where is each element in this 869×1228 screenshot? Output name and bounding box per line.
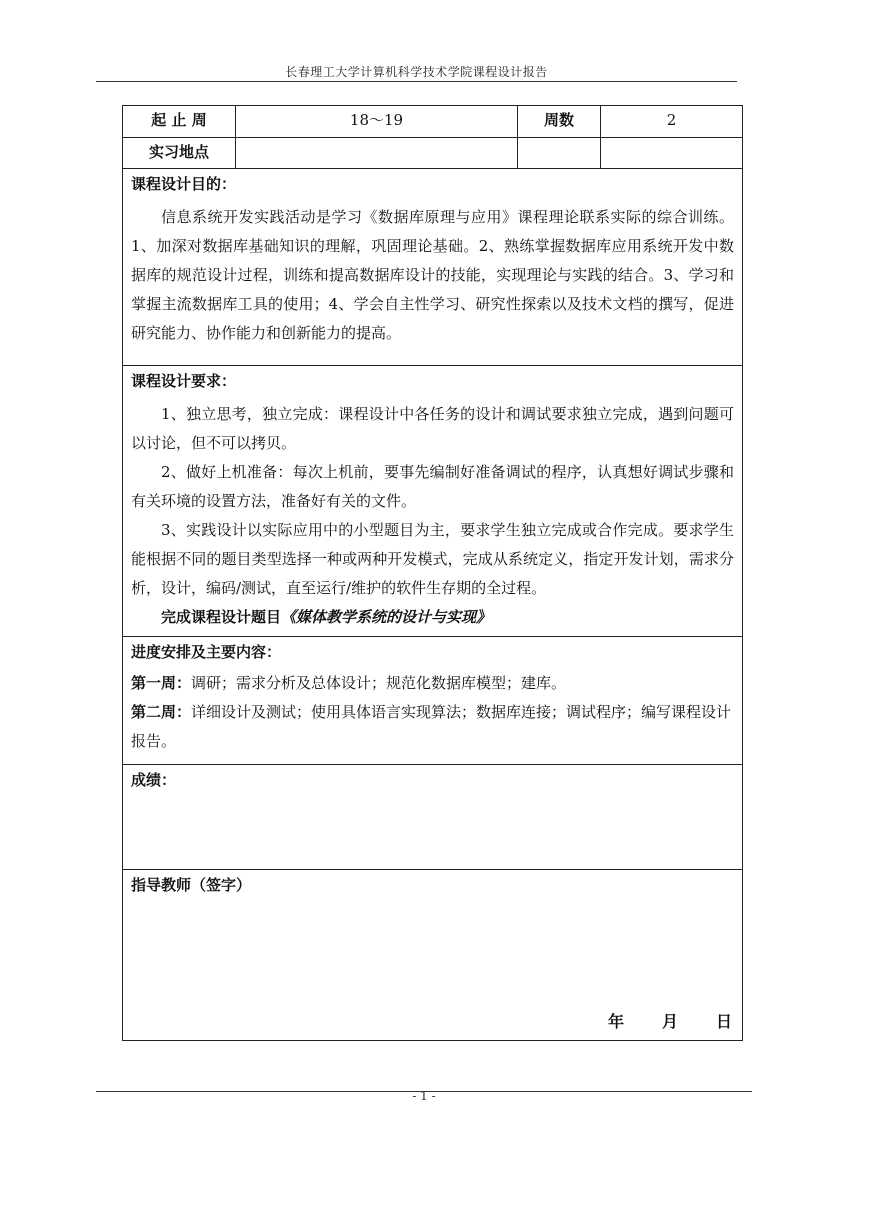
design-topic: [131, 603, 734, 632]
signature-date: [570, 1007, 732, 1036]
week2-label: 第二周：: [131, 703, 192, 721]
requirement-item-3: 3、实践设计以实际应用中的小型题目为主，要求学生独立完成或合作完成。要求学生能根据不同的题目类型选择一种或两种开发模式，完成从系统定义，指定开发计划，需求分析，设计，编码/测试，直至运行/维护的软件生存期的全过程。: [131, 521, 734, 597]
location-value: [236, 138, 518, 169]
week2-line: [131, 698, 734, 756]
course-design-form: [122, 105, 743, 1041]
header-divider: [96, 81, 737, 82]
requirement-item-1: 1、独立思考，独立完成：课程设计中各任务的设计和调试要求独立完成，遇到问题可以讨论，但不可以拷贝。: [131, 405, 734, 452]
weeks-label: 起 止 周: [123, 106, 236, 138]
week1-text: 调研；需求分析及总体设计；规范化数据库模型；建库。: [191, 674, 567, 692]
purpose-section: [123, 169, 743, 366]
teacher-section: [123, 870, 743, 1041]
schedule-title: 进度安排及主要内容：: [131, 643, 282, 661]
location-label: 实习地点: [123, 138, 236, 169]
grade-title: 成绩：: [131, 771, 177, 789]
page-header-title: 长春理工大学计算机科学技术学院课程设计报告: [285, 65, 548, 79]
purpose-text: 信息系统开发实践活动是学习《数据库原理与应用》课程理论联系实际的综合训练。1、加深对数据库基础知识的理解，巩固理论基础。2、熟练掌握数据库应用系统开发中数据库的规范设计过程，训练和提高数据库设计的技能，实现理论与实践的结合。3、学习和掌握主流数据库工具的使用；4、学会自主性学习、研究性探索以及技术文档的撰写，促进研究能力、协作能力和创新能力的提高。: [131, 208, 734, 342]
design-topic-name: 《媒体教学系统的设计与实现》: [281, 608, 492, 626]
teacher-signature-title: 指导教师（签字）: [131, 876, 252, 894]
week-count-label: 周数: [518, 106, 601, 138]
week1-label: 第一周：: [131, 674, 192, 692]
date-year: 年: [607, 1012, 624, 1031]
requirements-section: [123, 366, 743, 637]
week1-line: [131, 669, 734, 698]
date-day: 日: [715, 1012, 732, 1031]
page-number: - 1 -: [412, 1089, 436, 1103]
purpose-title: 课程设计目的：: [131, 175, 237, 193]
empty-cell-2: [601, 138, 743, 169]
date-month: 月: [661, 1012, 678, 1031]
design-topic-prefix: 完成课程设计题目: [161, 608, 282, 626]
week-count-value: 2: [601, 106, 743, 138]
empty-cell-1: [518, 138, 601, 169]
requirements-title: 课程设计要求：: [131, 372, 237, 390]
weeks-value: 18～19: [236, 106, 518, 138]
requirement-item-2: 2、做好上机准备：每次上机前，要事先编制好准备调试的程序，认真想好调试步骤和有关环境的设置方法，准备好有关的文件。: [131, 463, 734, 510]
schedule-section: [123, 637, 743, 765]
week2-text: 详细设计及测试；使用具体语言实现算法；数据库连接；调试程序；编写课程设计报告。: [131, 703, 732, 750]
grade-section: [123, 765, 743, 870]
